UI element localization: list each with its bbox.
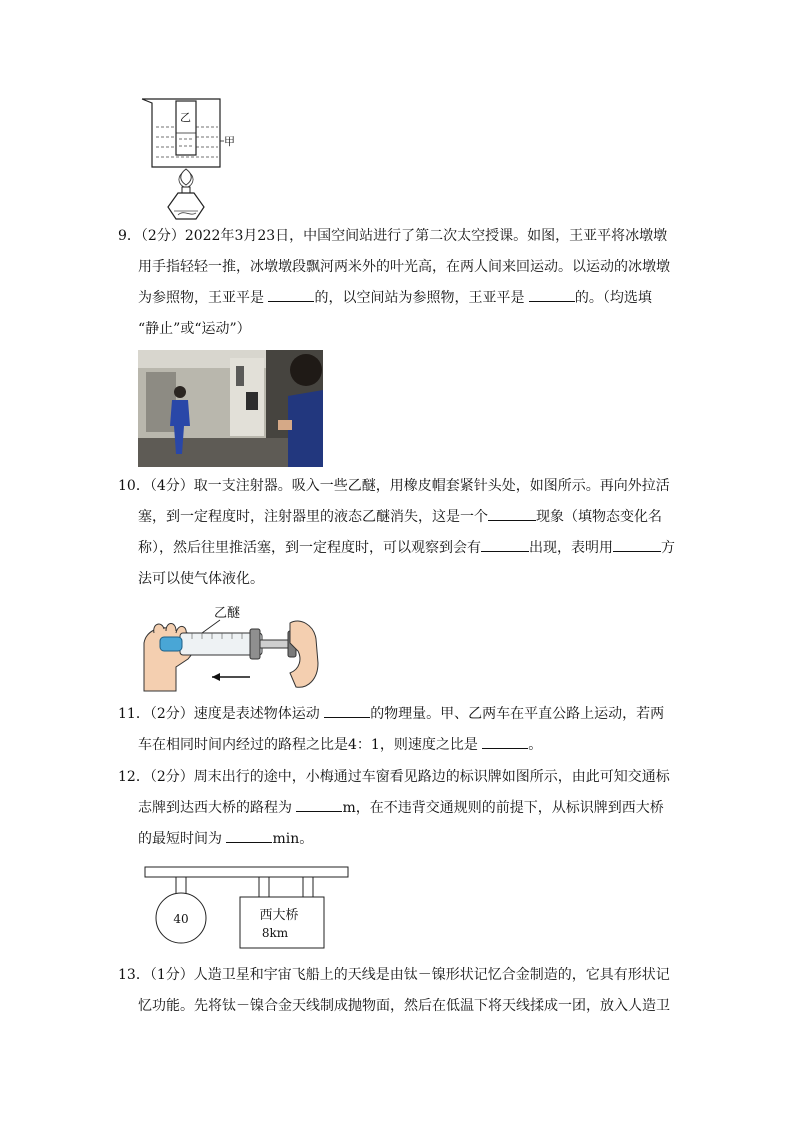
q11-line-2: 车在相同时间内经过的路程之比是4：1，则速度之比是 。 — [118, 730, 678, 761]
answer-blank[interactable] — [481, 535, 529, 552]
q9-line-4: “静止”或“运动”） — [138, 321, 251, 337]
q12-line-1: 12．（2分）周末出行的途中，小梅通过车窗看见路边的标识牌如图所示，由此可知交通标 — [118, 769, 670, 785]
answer-blank[interactable] — [226, 826, 272, 843]
q12-line-2: 志牌到达西大桥的路程为 m，在不违背交通规则的前提下，从标识牌到西大桥 — [118, 793, 678, 824]
beaker-heating-figure — [138, 95, 248, 223]
q11-line-1: 11．（2分）速度是表述物体运动 的物理量。甲、乙两车在平直公路上运动，若两 — [118, 699, 678, 730]
question-12 — [118, 762, 678, 855]
answer-blank[interactable] — [482, 732, 528, 749]
answer-blank[interactable] — [268, 285, 314, 302]
answer-blank[interactable] — [296, 795, 342, 812]
q12-line-3: 的最短时间为 min。 — [118, 824, 678, 855]
label-yi: 乙 — [180, 111, 191, 124]
q10-line-2: 塞，到一定程度时，注射器里的液态乙醚消失，这是一个 现象（填物态变化名 — [118, 502, 678, 533]
syringe-label: 乙醚 — [214, 606, 241, 621]
speed-limit-value: 40 — [173, 912, 189, 926]
q10-line-4: 法可以使气体液化。 — [138, 571, 264, 587]
q13-line-1: 13．（1分）人造卫星和宇宙飞船上的天线是由钛－镍形状记忆合金制造的，它具有形状记 — [118, 967, 670, 983]
answer-blank[interactable] — [488, 504, 536, 521]
sign-distance: 8km — [261, 926, 289, 940]
question-10 — [118, 471, 678, 595]
q9-line-2: 用手指轻轻一推，冰墩墩段飘河两米外的叶光高，在两人间来回运动。以运动的冰墩墩 — [138, 259, 670, 275]
question-9 — [118, 221, 678, 345]
q9-line-3: 为参照物，王亚平是 的，以空间站为参照物，王亚平是 的。（均选填 — [118, 283, 678, 314]
answer-blank[interactable] — [324, 701, 370, 718]
road-sign-figure — [143, 864, 353, 952]
label-jia: 甲 — [224, 135, 235, 148]
space-station-photo — [138, 350, 323, 467]
q10-line-1: 10．（4分）取一支注射器。吸入一些乙醚，用橡皮帽套紧针头处，如图所示。再向外拉活 — [118, 478, 670, 494]
q10-line-3: 称），然后往里推活塞，到一定程度时，可以观察到会有 出现，表明用 方 — [118, 533, 678, 564]
answer-blank[interactable] — [529, 285, 575, 302]
syringe-figure — [140, 603, 320, 693]
answer-blank[interactable] — [613, 535, 661, 552]
question-13 — [118, 960, 678, 1022]
question-11 — [118, 699, 678, 761]
q13-line-2: 忆功能。先将钛－镍合金天线制成抛物面，然后在低温下将天线揉成一团，放入人造卫 — [138, 998, 670, 1014]
q9-line-1: 9．（2分）2022年3月23日，中国空间站进行了第二次太空授课。如图，王亚平将冰墩墩 — [118, 228, 668, 244]
sign-destination: 西大桥 — [259, 908, 299, 923]
